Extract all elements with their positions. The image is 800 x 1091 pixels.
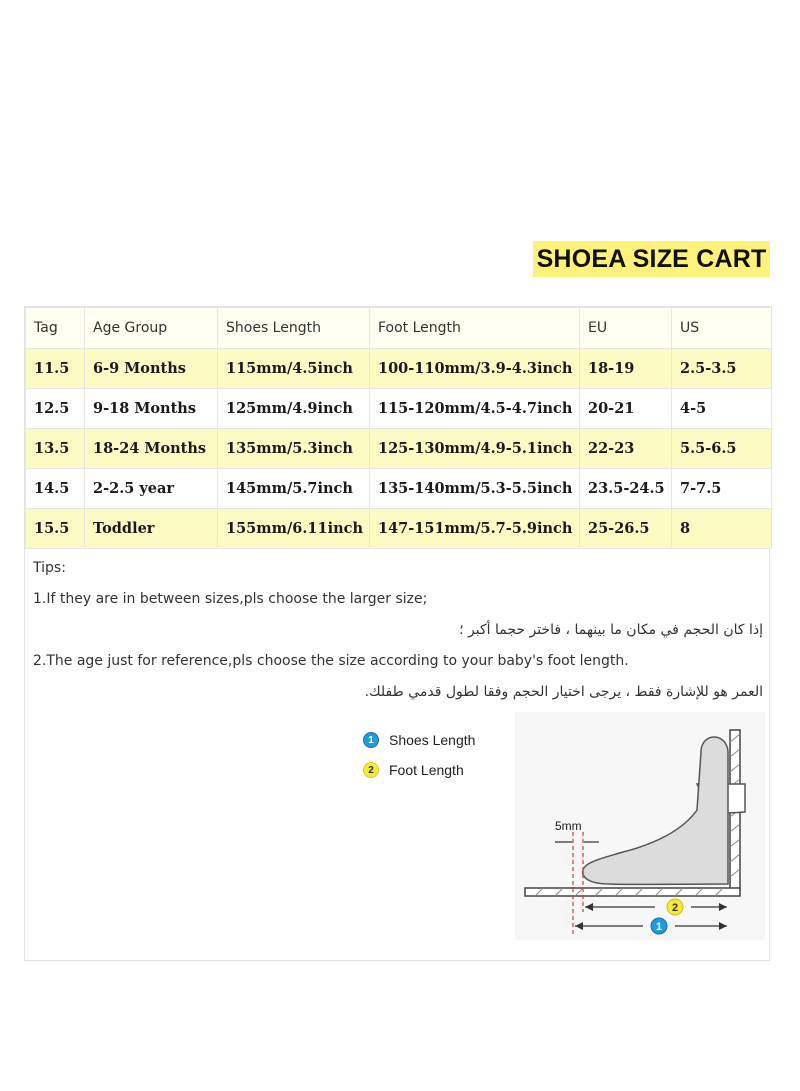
cell-tag: 13.5	[26, 429, 85, 469]
cell-age-group: 18-24 Months	[85, 429, 218, 469]
marker-2-icon: 2	[363, 762, 379, 778]
cell-shoes-length: 135mm/5.3inch	[218, 429, 370, 469]
size-table	[25, 307, 772, 549]
size-chart-card	[24, 306, 770, 961]
marker-2-label: 2	[671, 902, 679, 914]
cell-us: 8	[672, 509, 772, 549]
legend-label-foot-length: Foot Length	[389, 762, 464, 778]
tip-1-arabic-text: إذا كان الحجم في مكان ما بينهما ، فاختر حجما أكبر ؛	[459, 622, 763, 638]
cell-tag: 15.5	[26, 509, 85, 549]
cell-eu: 25-26.5	[580, 509, 672, 549]
table-row	[26, 469, 772, 509]
table-row	[26, 389, 772, 429]
cell-foot-length: 100-110mm/3.9-4.3inch	[370, 349, 580, 389]
header-tag: Tag	[26, 308, 85, 349]
cell-eu: 20-21	[580, 389, 672, 429]
cell-foot-length: 135-140mm/5.3-5.5inch	[370, 469, 580, 509]
cell-eu: 23.5-24.5	[580, 469, 672, 509]
cell-age-group: Toddler	[85, 509, 218, 549]
foot-measurement-diagram	[515, 712, 765, 940]
page-title: SHOEA SIZE CART	[533, 241, 770, 277]
legend-item-shoes-length	[363, 725, 475, 755]
tip-1-text: 1.If they are in between sizes,pls choose the larger size;	[33, 591, 428, 607]
floor-icon	[525, 888, 740, 896]
cell-age-group: 9-18 Months	[85, 389, 218, 429]
cell-tag: 11.5	[26, 349, 85, 389]
cell-eu: 22-23	[580, 429, 672, 469]
cell-shoes-length: 125mm/4.9inch	[218, 389, 370, 429]
cell-us: 7-7.5	[672, 469, 772, 509]
cell-foot-length: 147-151mm/5.7-5.9inch	[370, 509, 580, 549]
table-row	[26, 429, 772, 469]
cell-us: 4-5	[672, 389, 772, 429]
table-row	[26, 509, 772, 549]
cell-tag: 12.5	[26, 389, 85, 429]
header-us: US	[672, 308, 772, 349]
header-age-group: Age Group	[85, 308, 218, 349]
cell-shoes-length: 155mm/6.11inch	[218, 509, 370, 549]
header-shoes-length: Shoes Length	[218, 308, 370, 349]
gap-label: 5mm	[555, 819, 582, 833]
cell-foot-length: 125-130mm/4.9-5.1inch	[370, 429, 580, 469]
header-foot-length: Foot Length	[370, 308, 580, 349]
cell-age-group: 2-2.5 year	[85, 469, 218, 509]
cell-shoes-length: 145mm/5.7inch	[218, 469, 370, 509]
cell-tag: 14.5	[26, 469, 85, 509]
diagram-legend	[363, 725, 475, 785]
cell-age-group: 6-9 Months	[85, 349, 218, 389]
marker-1-label: 1	[655, 921, 663, 933]
header-eu: EU	[580, 308, 672, 349]
cell-foot-length: 115-120mm/4.5-4.7inch	[370, 389, 580, 429]
legend-label-shoes-length: Shoes Length	[389, 732, 476, 748]
cell-us: 5.5-6.5	[672, 429, 772, 469]
tips-heading: Tips:	[33, 560, 66, 576]
tips-section	[33, 557, 763, 712]
tip-2-arabic-text: العمر هو للإشارة فقط ، يرجى اختيار الحجم وفقا لطول قدمي طفلك.	[364, 684, 763, 700]
table-header-row	[26, 308, 772, 349]
cell-us: 2.5-3.5	[672, 349, 772, 389]
legend-item-foot-length	[363, 755, 475, 785]
cell-shoes-length: 115mm/4.5inch	[218, 349, 370, 389]
table-row	[26, 349, 772, 389]
marker-1-icon: 1	[363, 732, 379, 748]
tip-2-text: 2.The age just for reference,pls choose the size according to your baby's foot length.	[33, 653, 629, 669]
cell-eu: 18-19	[580, 349, 672, 389]
